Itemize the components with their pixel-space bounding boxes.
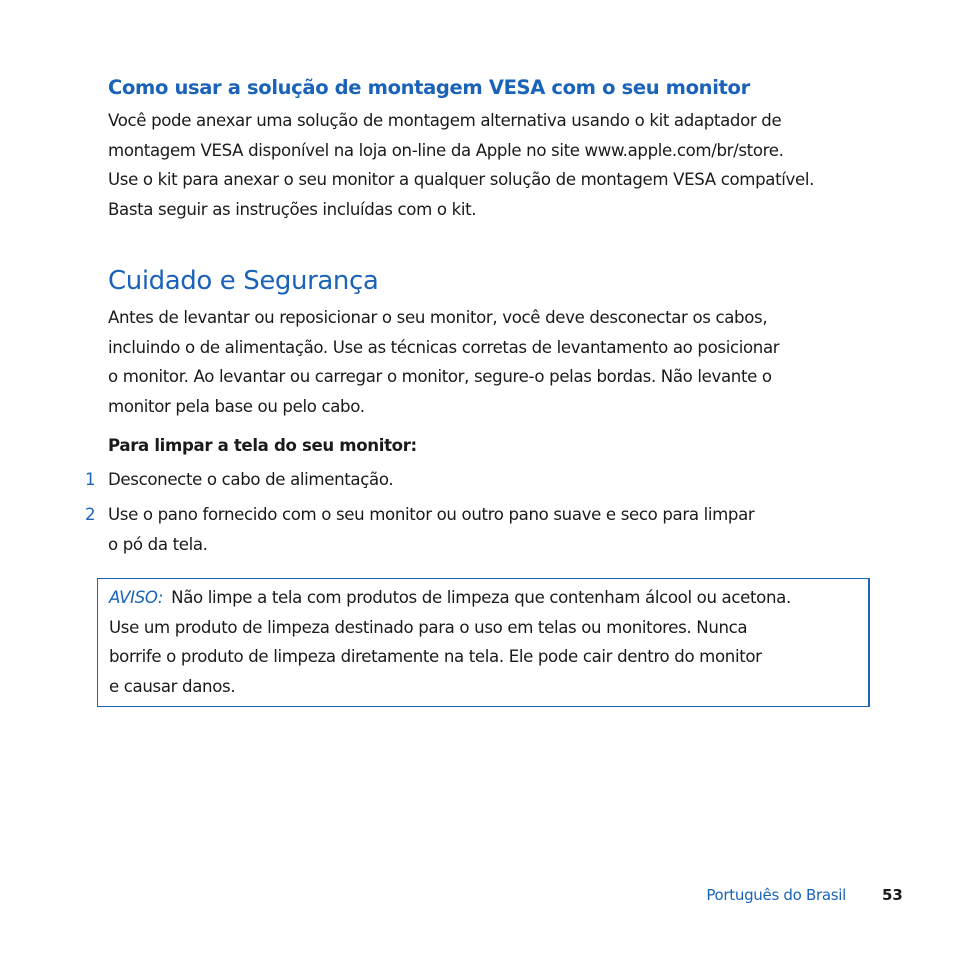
step-text-line: Desconecte o cabo de alimentação.: [108, 470, 394, 489]
warning-line-text: Não limpe a tela com produtos de limpeza que contenham álcool ou acetona.: [171, 588, 791, 607]
safety-paragraph-line: Antes de levantar ou reposicionar o seu monitor, você deve desconectar os cabos,: [108, 308, 768, 327]
step-text: [108, 500, 754, 559]
warning-line: e causar danos.: [109, 677, 236, 697]
warning-text: [109, 583, 791, 702]
safety-paragraph-line: incluindo o de alimentação. Use as técnicas corretas de levantamento ao posicionar: [108, 337, 780, 357]
step-text-line: o pó da tela.: [108, 534, 208, 554]
vesa-paragraph-line: Basta seguir as instruções incluídas com o kit.: [108, 200, 477, 220]
vesa-section-heading: Como usar a solução de montagem VESA com o seu monitor: [108, 76, 750, 99]
step-number: 2: [85, 505, 96, 524]
step-text: [108, 465, 393, 495]
vesa-paragraph-line: Use o kit para anexar o seu monitor a qualquer solução de montagem VESA compatível.: [108, 170, 815, 190]
step-text-line: Use o pano fornecido com o seu monitor ou outro pano suave e seco para limpar: [108, 505, 755, 524]
warning-box: [97, 578, 870, 707]
vesa-paragraph-line: montagem VESA disponível na loja on-line da Apple no site www.apple.com/br/store.: [108, 140, 784, 160]
footer-language: Português do Brasil: [706, 886, 846, 904]
safety-paragraph-line: o monitor. Ao levantar ou carregar o monitor, segure-o pelas bordas. Não levante o: [108, 367, 772, 387]
warning-line: borrife o produto de limpeza diretamente na tela. Ele pode cair dentro do monitor: [109, 647, 762, 667]
warning-line: Use um produto de limpeza destinado para o uso em telas ou monitores. Nunca: [109, 617, 748, 637]
page-number: 53: [882, 886, 903, 904]
vesa-paragraph-line: Você pode anexar uma solução de montagem alternativa usando o kit adaptador de: [108, 111, 782, 130]
step-number: 1: [85, 470, 96, 489]
safety-paragraph-line: monitor pela base ou pelo cabo.: [108, 397, 365, 417]
warning-line: [109, 583, 791, 613]
cleaning-subheading: Para limpar a tela do seu monitor:: [108, 436, 417, 455]
vesa-paragraph: [108, 106, 814, 225]
safety-paragraph: [108, 303, 779, 422]
safety-section-heading: Cuidado e Segurança: [108, 266, 379, 296]
warning-label: AVISO:: [109, 588, 164, 607]
